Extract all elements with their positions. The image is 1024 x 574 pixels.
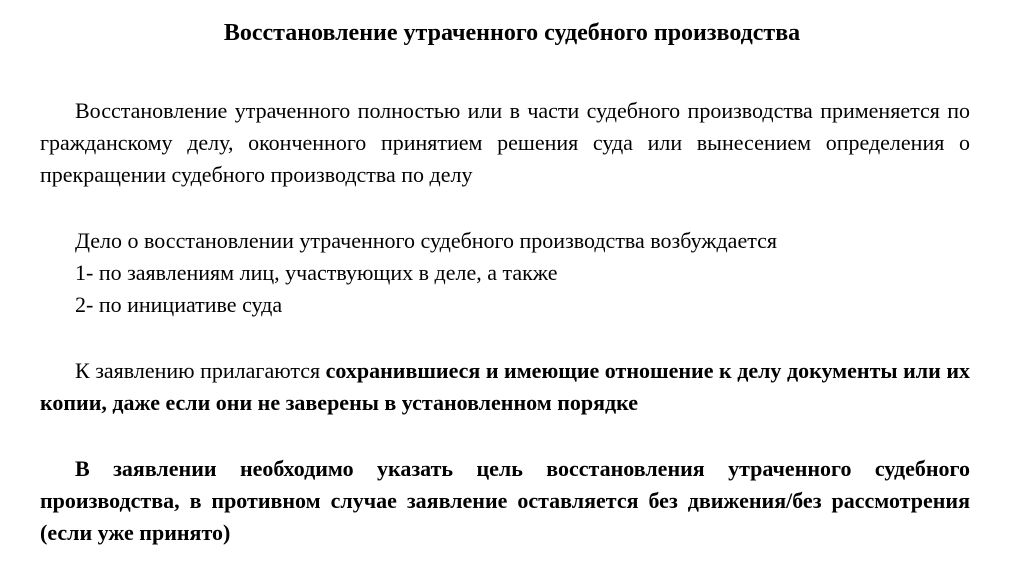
spacer: [40, 419, 970, 453]
purpose-bold-text: В заявлении необходимо указать цель восстановления утраченного судебного производства, в противном случае заявление оставляется без движения/без рассмотрения (если уже принято): [40, 456, 970, 545]
slide-title: Восстановление утраченного судебного производства: [223, 20, 801, 46]
paragraph-attachments: [40, 355, 970, 419]
paragraph-initiation-heading: Дело о восстановлении утраченного судебного производства возбуждается: [75, 228, 777, 253]
list-item-by-court-initiative: 2- по инициативе суда: [75, 292, 283, 317]
paragraph-scope: Восстановление утраченного полностью или в части судебного производства применяется по гражданскому делу, оконченного принятием решения суда или вынесением определения о прекращении судебного производства по делу: [40, 98, 970, 187]
list-item-by-applications: 1- по заявлениям лиц, участвующих в деле, а также: [75, 260, 558, 285]
attachments-intro-text: К заявлению прилагаются: [75, 358, 326, 383]
attachments-bold-text: сохранившиеся и имеющие отношение к делу документы или их копии, даже если они не заверены в установленном порядке: [40, 358, 970, 415]
spacer: [40, 321, 970, 355]
paragraph-purpose-requirement: [40, 453, 970, 549]
spacer: [40, 191, 970, 225]
slide-body: [40, 95, 970, 549]
